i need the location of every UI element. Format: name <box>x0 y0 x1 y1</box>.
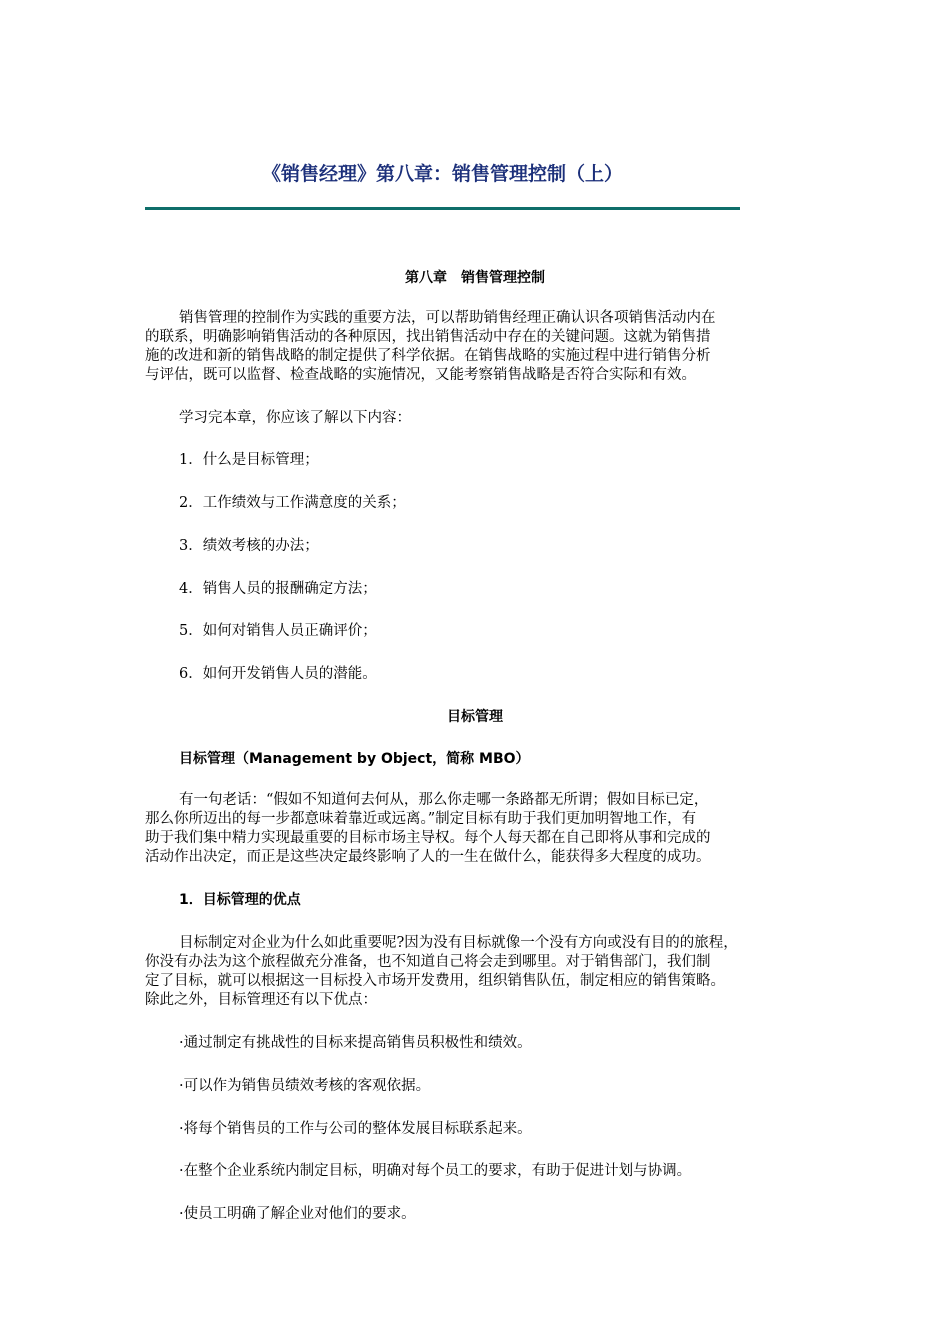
intro-paragraph <box>145 309 815 385</box>
intro-line: 的联系，明确影响销售活动的各种原因，找出销售活动中存在的关键问题。这就为销售措 <box>145 329 711 345</box>
mbo-subheading: 目标管理（Management by Object，简称 MBO） <box>179 751 530 767</box>
learn-item: 4．销售人员的报酬确定方法； <box>179 581 377 597</box>
mbo-line: 那么你所迈出的每一步都意味着靠近或远离。”制定目标有助于我们更加明智地工作，有 <box>145 811 697 827</box>
intro-line: 与评估，既可以监督、检查战略的实施情况，又能考察销售战略是否符合实际和有效。 <box>145 367 696 383</box>
mbo-line: 活动作出决定，而正是这些决定最终影响了人的一生在做什么，能获得多大程度的成功。 <box>145 849 711 865</box>
mbo-line: 助于我们集中精力实现最重要的目标市场主导权。每个人每天都在自己即将从事和完成的 <box>145 830 711 846</box>
learn-item: 2．工作绩效与工作满意度的关系； <box>179 495 406 511</box>
bullet-item: ·将每个销售员的工作与公司的整体发展目标联系起来。 <box>179 1121 532 1137</box>
mbo-line: 有一句老话：“假如不知道何去何从，那么你走哪一条路都无所谓；假如目标已定， <box>179 792 709 808</box>
title-divider <box>145 207 740 210</box>
intro-line: 销售管理的控制作为实践的重要方法，可以帮助销售经理正确认识各项销售活动内在 <box>179 310 716 326</box>
bullet-item: ·通过制定有挑战性的目标来提高销售员积极性和绩效。 <box>179 1035 532 1051</box>
advantages-line: 定了目标，就可以根据这一目标投入市场开发费用，组织销售队伍，制定相应的销售策略。 <box>145 973 725 989</box>
advantages-line: 除此之外，目标管理还有以下优点： <box>145 992 377 1008</box>
learn-prompt: 学习完本章，你应该了解以下内容： <box>179 410 411 426</box>
advantages-paragraph <box>145 934 815 1010</box>
advantages-line: 目标制定对企业为什么如此重要呢?因为没有目标就像一个没有方向或没有目的的旅程， <box>179 935 738 951</box>
intro-line: 施的改进和新的销售战略的制定提供了科学依据。在销售战略的实施过程中进行销售分析 <box>145 348 711 364</box>
section-heading: 目标管理 <box>447 709 503 725</box>
learn-item: 3．绩效考核的办法； <box>179 538 319 554</box>
advantages-line: 你没有办法为这个旅程做充分准备，也不知道自己将会走到哪里。对于销售部门，我们制 <box>145 954 711 970</box>
chapter-heading: 第八章 销售管理控制 <box>405 270 545 286</box>
document-title: 《销售经理》第八章：销售管理控制（上） <box>261 163 623 185</box>
advantages-heading: 1．目标管理的优点 <box>179 892 301 908</box>
bullet-item: ·使员工明确了解企业对他们的要求。 <box>179 1206 416 1222</box>
bullet-item: ·在整个企业系统内制定目标，明确对每个员工的要求，有助于促进计划与协调。 <box>179 1163 692 1179</box>
bullet-item: ·可以作为销售员绩效考核的客观依据。 <box>179 1078 431 1094</box>
learn-item: 6．如何开发销售人员的潜能。 <box>179 666 377 682</box>
learn-item: 5．如何对销售人员正确评价； <box>179 623 377 639</box>
mbo-paragraph <box>145 791 815 867</box>
learn-item: 1．什么是目标管理； <box>179 452 319 468</box>
